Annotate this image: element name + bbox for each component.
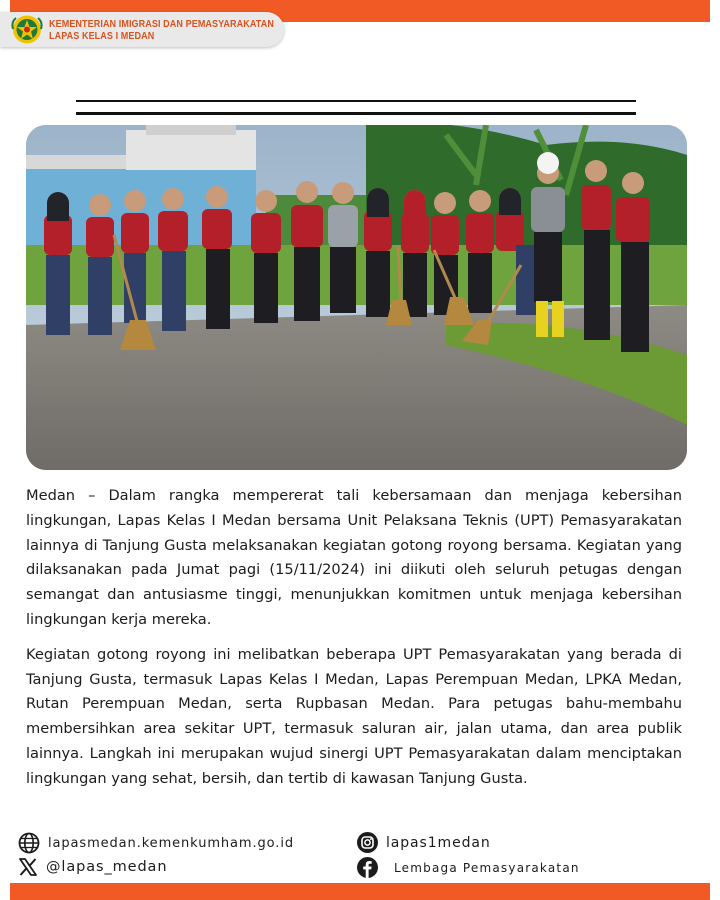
ministry-name: KEMENTERIAN IMIGRASI DAN PEMASYARAKATAN	[49, 17, 274, 30]
top-bar-margin-right	[710, 0, 720, 22]
group-photo	[26, 125, 687, 470]
footer-x-account[interactable]	[18, 857, 167, 877]
article-body	[26, 484, 682, 802]
institution-name: LAPAS KELAS I MEDAN	[49, 29, 155, 42]
group-photo-illustration	[26, 125, 687, 470]
website-url: lapasmedan.kemenkumham.go.id	[48, 835, 294, 851]
instagram-handle: lapas1medan	[386, 834, 491, 851]
divider-line-bottom	[76, 112, 636, 115]
divider-line-top	[76, 100, 636, 102]
header-banner	[0, 12, 284, 47]
article-paragraph-1: Medan – Dalam rangka mempererat tali kebersamaan dan menjaga kebersihan lingkungan, Lapas Kelas I Medan bersama Unit Pelaksana Teknis (UPT) Pemasyarakatan lainnya di Tanjung Gusta melaksanakan kegiatan gotong royong bersama. Kegiatan yang dilaksanakan pada Jumat pagi (15/11/2024) ini diikuti oleh seluruh petugas dengan semangat dan antusiasme tinggi, menunjukkan komitmen untuk menjaga kebersihan lingkungan kerja mereka.	[26, 487, 682, 628]
x-logo-icon	[18, 857, 38, 877]
footer-instagram[interactable]	[357, 832, 491, 853]
facebook-icon	[357, 857, 378, 878]
institution-logo-icon	[10, 14, 44, 45]
instagram-icon	[357, 832, 378, 853]
footer-website[interactable]	[18, 832, 294, 854]
header-text	[49, 18, 311, 42]
facebook-page-name: Lembaga Pemasyarakatan	[394, 860, 580, 875]
x-handle: @lapas_medan	[46, 859, 168, 875]
bottom-accent-bar	[10, 883, 710, 900]
footer-facebook[interactable]	[357, 857, 580, 878]
globe-icon	[18, 832, 40, 854]
article-paragraph-2: Kegiatan gotong royong ini melibatkan beberapa UPT Pemasyarakatan yang berada di Tanjung Gusta, termasuk Lapas Kelas I Medan, Lapas Perempuan Medan, LPKA Medan, Rutan Perempuan Medan, serta Rupbasan Medan. Para petugas bahu-membahu membersihkan area sekitar UPT, termasuk saluran air, jalan utama, dan area publik lainnya. Langkah ini merupakan wujud sinergi UPT Pemasyarakatan dalam menciptakan lingkungan yang sehat, bersih, dan tertib di kawasan Tanjung Gusta.	[26, 645, 682, 787]
